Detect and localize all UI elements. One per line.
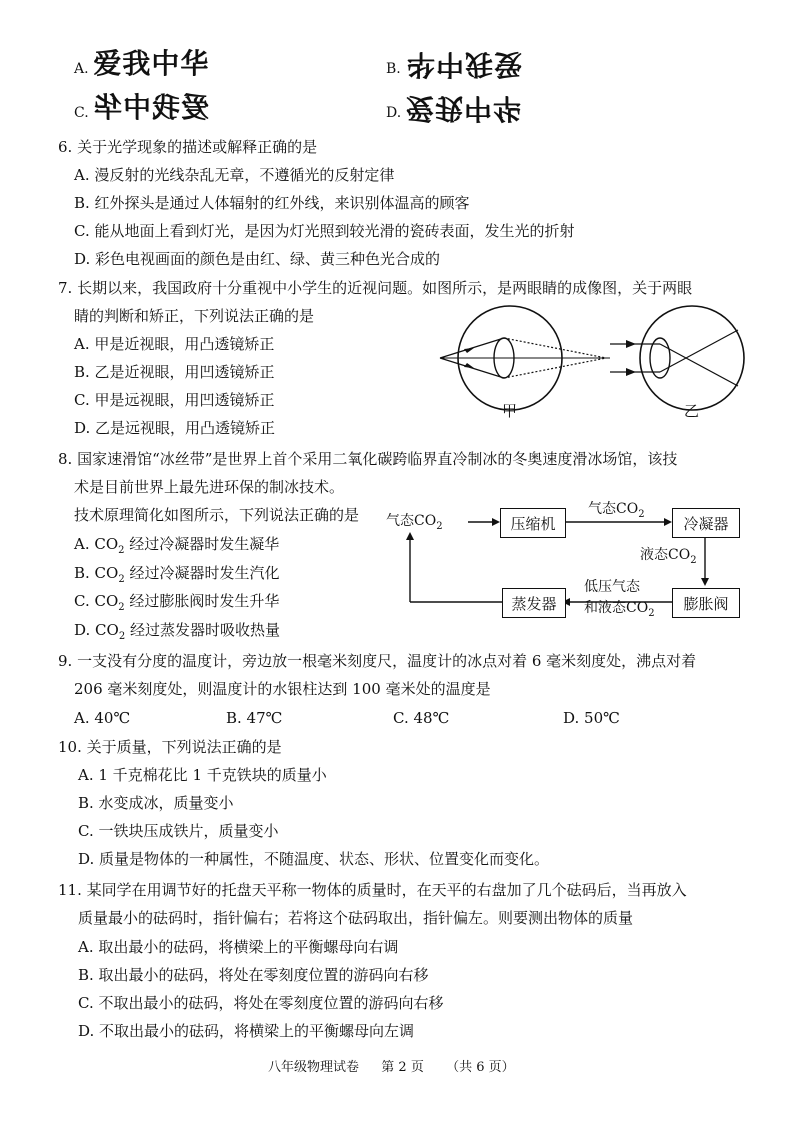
q8-stem-line2: 术是目前世界上最先进环保的制冰技术。 — [74, 478, 345, 496]
diagram-liquid-co2-sub: 2 — [690, 554, 697, 566]
q5-option-c — [74, 91, 210, 124]
diagram-gas-co2-input — [386, 514, 443, 532]
diagram-gas-co2-input-sub: 2 — [436, 520, 443, 532]
q5-option-b-text: 爱我中华 — [405, 48, 522, 81]
compressor-box — [500, 508, 566, 538]
q11-option-d: D. 不取出最小的砝码，将横梁上的平衡螺母向左调 — [78, 1022, 415, 1040]
diagram-gas-co2-mid — [588, 502, 645, 520]
q7-option-a: A. 甲是近视眼，用凸透镜矫正 — [74, 335, 275, 353]
eye-label-left: 甲 — [502, 402, 518, 420]
q9-stem-line1: 9. 一支没有分度的温度计，旁边放一根毫米刻度尺，温度计的冰点对着 6 毫米刻度处，沸点对着 — [58, 652, 697, 670]
q8-stem-line1: 8. 国家速滑馆“冰丝带”是世界上首个采用二氧化碳跨临界直冷制冰的冬奥速度滑冰场馆，该技 — [58, 450, 678, 468]
q8-option-d — [74, 623, 280, 642]
q6-option-b: B. 红外探头是通过人体辐射的红外线，来识别体温高的顾客 — [74, 194, 470, 212]
q7-stem-line1: 7. 长期以来，我国政府十分重视中小学生的近视问题。如图所示，是两眼睛的成像图，关于两眼 — [58, 279, 693, 297]
q9-stem-line2: 206 毫米刻度处，则温度计的水银柱达到 100 毫米处的温度是 — [74, 680, 491, 698]
q10-option-b: B. 水变成冰，质量变小 — [78, 794, 234, 812]
footer-page: 第 2 页 — [381, 1060, 424, 1075]
q8-option-a-pre: A. CO — [74, 535, 119, 553]
q5-option-d-label: D. — [386, 105, 402, 121]
diagram-liquid-co2 — [640, 548, 697, 566]
q8-option-d-post: 经过蒸发器时吸收热量 — [125, 621, 280, 639]
q7-stem-line2: 睛的判断和矫正，下列说法正确的是 — [74, 307, 315, 325]
q5-option-d-text: 爱我中华 — [405, 92, 522, 125]
q5-option-c-text: 爱我中华 — [93, 91, 210, 124]
eye-diagram — [420, 300, 760, 430]
q8-option-b-post: 经过冷凝器时发生汽化 — [124, 564, 280, 582]
evaporator-label: 蒸发器 — [511, 594, 557, 613]
expansion-valve-box — [672, 588, 740, 618]
q9-option-c: C. 48℃ — [393, 709, 450, 727]
footer-subject: 八年级物理试卷 — [268, 1060, 360, 1075]
footer-total: （共 6 页） — [446, 1060, 515, 1075]
q8-option-b-pre: B. CO — [74, 564, 119, 582]
q11-stem-line1: 11. 某同学在用调节好的托盘天平称一物体的质量时，在天平的右盘加了几个砝码后，当再放入 — [58, 881, 687, 899]
diagram-lowp-line2-text: 和液态CO — [584, 600, 649, 616]
q11-stem-line2: 质量最小的砝码时，指针偏右；若将这个砝码取出，指针偏左。则要测出物体的质量 — [78, 909, 634, 927]
diagram-lowp-line2 — [584, 601, 655, 619]
q10-option-d: D. 质量是物体的一种属性，不随温度、状态、形状、位置变化而变化。 — [78, 850, 550, 868]
q8-option-a — [74, 537, 279, 556]
condenser-box — [672, 508, 740, 538]
diagram-liquid-co2-text: 液态CO — [640, 547, 691, 563]
eye-left — [440, 306, 610, 410]
page-footer — [268, 1056, 515, 1075]
diagram-gas-co2-mid-text: 气态CO — [588, 501, 639, 517]
q5-option-c-label: C. — [74, 105, 89, 121]
eye-right — [610, 306, 744, 410]
q5-option-b — [386, 48, 522, 81]
q9-option-b: B. 47℃ — [226, 709, 283, 727]
compressor-label: 压缩机 — [510, 514, 556, 533]
q6-stem: 6. 关于光学现象的描述或解释正确的是 — [58, 138, 318, 156]
evaporator-box — [502, 588, 566, 618]
q5-option-a-label: A. — [74, 61, 89, 77]
q8-option-d-sub: 2 — [118, 631, 126, 642]
q8-option-b — [74, 566, 280, 585]
q9-option-d: D. 50℃ — [563, 709, 620, 727]
q6-option-c: C. 能从地面上看到灯光，是因为灯光照到较光滑的瓷砖表面，发生光的折射 — [74, 222, 575, 240]
q8-option-a-sub: 2 — [118, 545, 125, 556]
eye-label-right: 乙 — [684, 402, 700, 420]
diagram-gas-co2-input-text: 气态CO — [386, 513, 437, 529]
condenser-label: 冷凝器 — [683, 514, 729, 533]
q9-option-a: A. 40℃ — [74, 709, 131, 727]
q8-option-c — [74, 594, 279, 613]
diagram-gas-co2-mid-sub: 2 — [638, 508, 645, 520]
q8-option-a-post: 经过冷凝器时发生凝华 — [124, 535, 280, 553]
q10-stem: 10. 关于质量，下列说法正确的是 — [58, 738, 282, 756]
q8-option-c-post: 经过膨胀阀时发生升华 — [124, 592, 280, 610]
q8-option-c-sub: 2 — [118, 602, 125, 613]
q11-option-a: A. 取出最小的砝码，将横梁上的平衡螺母向右调 — [78, 938, 399, 956]
diagram-lowp-line1: 低压气态 — [584, 579, 640, 595]
q7-option-d: D. 乙是远视眼，用凸透镜矫正 — [74, 419, 276, 437]
q8-option-b-sub: 2 — [118, 574, 125, 585]
q5-option-b-label: B. — [386, 61, 401, 77]
q8-stem-line3: 技术原理简化如图所示，下列说法正确的是 — [74, 506, 360, 524]
q8-option-d-pre: D. CO — [74, 621, 119, 639]
expansion-valve-label: 膨胀阀 — [683, 594, 729, 613]
q10-option-a: A. 1 千克棉花比 1 千克铁块的质量小 — [78, 766, 327, 784]
diagram-lowp-line2-sub: 2 — [648, 607, 655, 619]
q7-option-c: C. 甲是远视眼，用凹透镜矫正 — [74, 391, 275, 409]
q6-option-a: A. 漫反射的光线杂乱无章，不遵循光的反射定律 — [74, 166, 395, 184]
q5-option-a — [74, 47, 210, 80]
q8-option-c-pre: C. CO — [74, 592, 119, 610]
q7-option-b: B. 乙是近视眼，用凹透镜矫正 — [74, 363, 275, 381]
q5-option-a-text: 爱我中华 — [93, 47, 210, 80]
q10-option-c: C. 一铁块压成铁片，质量变小 — [78, 822, 279, 840]
q11-option-b: B. 取出最小的砝码，将处在零刻度位置的游码向右移 — [78, 966, 429, 984]
q11-option-c: C. 不取出最小的砝码，将处在零刻度位置的游码向右移 — [78, 994, 444, 1012]
q6-option-d: D. 彩色电视画面的颜色是由红、绿、黄三种色光合成的 — [74, 250, 441, 268]
q5-option-d — [386, 92, 522, 125]
